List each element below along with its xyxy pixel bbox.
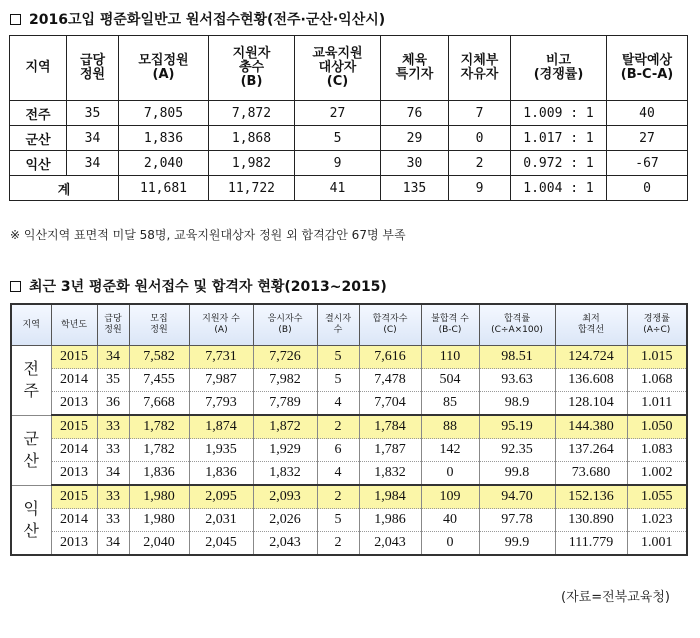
table-cell: 2 bbox=[317, 485, 359, 509]
section2-title bbox=[10, 276, 387, 296]
table-cell: 1.002 bbox=[627, 462, 687, 486]
table-cell: 1,986 bbox=[359, 509, 421, 532]
table-cell: 35 bbox=[67, 101, 119, 126]
table-cell: 34 bbox=[67, 126, 119, 151]
table-cell: 2015 bbox=[51, 415, 97, 439]
column-header: 급당 정원 bbox=[97, 304, 129, 346]
table-cell: 4 bbox=[317, 462, 359, 486]
table-cell: 34 bbox=[97, 532, 129, 556]
table-cell: 7 bbox=[449, 101, 511, 126]
table-cell: 2014 bbox=[51, 509, 97, 532]
table-header-row bbox=[11, 304, 687, 346]
section1-title-text: 2016고입 평준화일반고 원서접수현황(전주·군산·익산시) bbox=[29, 12, 386, 28]
table-cell: 40 bbox=[607, 101, 688, 126]
table-cell: 2015 bbox=[51, 346, 97, 369]
region-cell: 전 주 bbox=[11, 346, 51, 416]
table-cell: 92.35 bbox=[479, 439, 555, 462]
table-cell: 11,722 bbox=[209, 176, 295, 201]
table-cell: 34 bbox=[97, 462, 129, 486]
checkbox-square-icon bbox=[10, 14, 21, 25]
region-cell: 익산 bbox=[10, 151, 67, 176]
table-cell: 73.680 bbox=[555, 462, 627, 486]
table-cell: 2013 bbox=[51, 392, 97, 416]
table-cell: 7,455 bbox=[129, 369, 189, 392]
table-cell: 1,836 bbox=[129, 462, 189, 486]
region-cell: 군산 bbox=[10, 126, 67, 151]
table-cell: 94.70 bbox=[479, 485, 555, 509]
table-cell: 0 bbox=[421, 532, 479, 556]
table-cell: 33 bbox=[97, 509, 129, 532]
column-header: 응시자수 (B) bbox=[253, 304, 317, 346]
table-cell: 0.972 : 1 bbox=[511, 151, 607, 176]
table-cell: 1.004 : 1 bbox=[511, 176, 607, 201]
table-cell: 1.023 bbox=[627, 509, 687, 532]
table-cell: 11,681 bbox=[119, 176, 209, 201]
table-cell: 7,793 bbox=[189, 392, 253, 416]
table-cell: 41 bbox=[295, 176, 381, 201]
column-header: 지역 bbox=[10, 36, 67, 101]
table-cell: 2 bbox=[317, 415, 359, 439]
table-cell: 7,872 bbox=[209, 101, 295, 126]
table-cell: -67 bbox=[607, 151, 688, 176]
table-cell: 7,805 bbox=[119, 101, 209, 126]
table-cell: 0 bbox=[449, 126, 511, 151]
table-cell: 2013 bbox=[51, 462, 97, 486]
table-cell: 1.009 : 1 bbox=[511, 101, 607, 126]
column-header: 지원자 수 (A) bbox=[189, 304, 253, 346]
table-cell: 1,782 bbox=[129, 439, 189, 462]
table-cell: 1.001 bbox=[627, 532, 687, 556]
table-cell: 1,868 bbox=[209, 126, 295, 151]
table-cell: 27 bbox=[607, 126, 688, 151]
table-cell: 33 bbox=[97, 485, 129, 509]
table-cell: 7,726 bbox=[253, 346, 317, 369]
table-cell: 76 bbox=[381, 101, 449, 126]
table-cell: 1,832 bbox=[253, 462, 317, 486]
column-header: 학년도 bbox=[51, 304, 97, 346]
table-cell: 2,031 bbox=[189, 509, 253, 532]
table-cell: 2014 bbox=[51, 369, 97, 392]
column-header: 합격률 (C÷A×100) bbox=[479, 304, 555, 346]
table-cell: 7,616 bbox=[359, 346, 421, 369]
column-header: 교육지원 대상자 (C) bbox=[295, 36, 381, 101]
table-cell: 109 bbox=[421, 485, 479, 509]
table-cell: 9 bbox=[449, 176, 511, 201]
column-header: 모집 정원 bbox=[129, 304, 189, 346]
table-cell: 35 bbox=[97, 369, 129, 392]
table-header-row bbox=[10, 36, 688, 101]
table-cell: 128.104 bbox=[555, 392, 627, 416]
table-cell: 7,789 bbox=[253, 392, 317, 416]
table-cell: 2013 bbox=[51, 532, 97, 556]
section1-title bbox=[10, 9, 385, 29]
table-row bbox=[10, 151, 688, 176]
table-cell: 1,787 bbox=[359, 439, 421, 462]
column-header: 경쟁률 (A÷C) bbox=[627, 304, 687, 346]
table-cell: 88 bbox=[421, 415, 479, 439]
table-cell: 98.9 bbox=[479, 392, 555, 416]
total-label: 계 bbox=[10, 176, 119, 201]
table-cell: 1,935 bbox=[189, 439, 253, 462]
table-cell: 1.083 bbox=[627, 439, 687, 462]
table-cell: 1,832 bbox=[359, 462, 421, 486]
table-cell: 9 bbox=[295, 151, 381, 176]
table-row bbox=[10, 126, 688, 151]
column-header: 모집정원 (A) bbox=[119, 36, 209, 101]
table-cell: 1,784 bbox=[359, 415, 421, 439]
table-cell: 93.63 bbox=[479, 369, 555, 392]
table-cell: 6 bbox=[317, 439, 359, 462]
table-cell: 1,980 bbox=[129, 509, 189, 532]
table-cell: 144.380 bbox=[555, 415, 627, 439]
table-cell: 137.264 bbox=[555, 439, 627, 462]
table-cell: 142 bbox=[421, 439, 479, 462]
table-cell: 5 bbox=[317, 346, 359, 369]
table-cell: 2014 bbox=[51, 439, 97, 462]
section2-title-text: 최근 3년 평준화 원서접수 및 합격자 현황(2013~2015) bbox=[29, 279, 387, 295]
footnote: ※ 익산지역 표면적 미달 58명, 교육지원대상자 정원 외 합격감안 67명 부족 bbox=[10, 228, 406, 242]
source-credit: (자료=전북교육청) bbox=[561, 590, 670, 605]
table-cell: 85 bbox=[421, 392, 479, 416]
table-cell: 33 bbox=[97, 415, 129, 439]
total-row bbox=[10, 176, 688, 201]
table-cell: 136.608 bbox=[555, 369, 627, 392]
table-cell: 5 bbox=[317, 369, 359, 392]
table-row bbox=[11, 462, 687, 486]
table-cell: 2,043 bbox=[359, 532, 421, 556]
table-cell: 7,982 bbox=[253, 369, 317, 392]
table-cell: 1,782 bbox=[129, 415, 189, 439]
table-cell: 4 bbox=[317, 392, 359, 416]
table-cell: 2,043 bbox=[253, 532, 317, 556]
table-cell: 2 bbox=[317, 532, 359, 556]
table-cell: 2015 bbox=[51, 485, 97, 509]
table-cell: 1,836 bbox=[189, 462, 253, 486]
table-cell: 33 bbox=[97, 439, 129, 462]
table-cell: 1,872 bbox=[253, 415, 317, 439]
table-cell: 1.050 bbox=[627, 415, 687, 439]
table-row bbox=[11, 369, 687, 392]
table-cell: 130.890 bbox=[555, 509, 627, 532]
column-header: 체육 특기자 bbox=[381, 36, 449, 101]
application-status-table bbox=[9, 35, 688, 201]
table-cell: 2 bbox=[449, 151, 511, 176]
table-row bbox=[11, 392, 687, 416]
table-cell: 504 bbox=[421, 369, 479, 392]
table-cell: 29 bbox=[381, 126, 449, 151]
table-cell: 98.51 bbox=[479, 346, 555, 369]
table-cell: 1.068 bbox=[627, 369, 687, 392]
table-cell: 1,836 bbox=[119, 126, 209, 151]
column-header: 급당 정원 bbox=[67, 36, 119, 101]
table-cell: 0 bbox=[607, 176, 688, 201]
table-cell: 152.136 bbox=[555, 485, 627, 509]
column-header: 지체부 자유자 bbox=[449, 36, 511, 101]
table-cell: 30 bbox=[381, 151, 449, 176]
table-cell: 7,668 bbox=[129, 392, 189, 416]
table-row bbox=[11, 415, 687, 439]
checkbox-square-icon bbox=[10, 281, 21, 292]
table-cell: 1,874 bbox=[189, 415, 253, 439]
column-header: 탈락예상 (B-C-A) bbox=[607, 36, 688, 101]
table-cell: 135 bbox=[381, 176, 449, 201]
table-cell: 40 bbox=[421, 509, 479, 532]
table-cell: 36 bbox=[97, 392, 129, 416]
table-cell: 7,478 bbox=[359, 369, 421, 392]
table-cell: 2,045 bbox=[189, 532, 253, 556]
table-cell: 1,982 bbox=[209, 151, 295, 176]
table-cell: 7,704 bbox=[359, 392, 421, 416]
table-cell: 1,980 bbox=[129, 485, 189, 509]
column-header: 지원자 총수 (B) bbox=[209, 36, 295, 101]
table-cell: 5 bbox=[295, 126, 381, 151]
table-cell: 124.724 bbox=[555, 346, 627, 369]
column-header: 비고 (경쟁률) bbox=[511, 36, 607, 101]
table-cell: 97.78 bbox=[479, 509, 555, 532]
table-cell: 34 bbox=[67, 151, 119, 176]
table-cell: 1.017 : 1 bbox=[511, 126, 607, 151]
table-cell: 1.015 bbox=[627, 346, 687, 369]
table-row bbox=[11, 346, 687, 369]
column-header: 불합격 수 (B-C) bbox=[421, 304, 479, 346]
column-header: 최저 합격선 bbox=[555, 304, 627, 346]
table-cell: 7,582 bbox=[129, 346, 189, 369]
table-cell: 2,095 bbox=[189, 485, 253, 509]
table-row bbox=[11, 532, 687, 556]
table-cell: 2,040 bbox=[129, 532, 189, 556]
table-cell: 7,987 bbox=[189, 369, 253, 392]
table-cell: 1,929 bbox=[253, 439, 317, 462]
table-cell: 5 bbox=[317, 509, 359, 532]
table-cell: 7,731 bbox=[189, 346, 253, 369]
table-row bbox=[11, 485, 687, 509]
table-cell: 99.9 bbox=[479, 532, 555, 556]
table-cell: 1.055 bbox=[627, 485, 687, 509]
region-cell: 전주 bbox=[10, 101, 67, 126]
table-cell: 110 bbox=[421, 346, 479, 369]
three-year-results-table bbox=[10, 303, 688, 556]
table-row bbox=[11, 439, 687, 462]
region-cell: 익 산 bbox=[11, 485, 51, 555]
table-cell: 27 bbox=[295, 101, 381, 126]
table-cell: 99.8 bbox=[479, 462, 555, 486]
table-cell: 1,984 bbox=[359, 485, 421, 509]
column-header: 지역 bbox=[11, 304, 51, 346]
column-header: 결시자 수 bbox=[317, 304, 359, 346]
column-header: 합격자수 (C) bbox=[359, 304, 421, 346]
table-cell: 0 bbox=[421, 462, 479, 486]
table-row bbox=[11, 509, 687, 532]
table-cell: 2,026 bbox=[253, 509, 317, 532]
table-cell: 111.779 bbox=[555, 532, 627, 556]
table-row bbox=[10, 101, 688, 126]
table-cell: 1.011 bbox=[627, 392, 687, 416]
table-cell: 2,040 bbox=[119, 151, 209, 176]
region-cell: 군 산 bbox=[11, 415, 51, 485]
table-cell: 95.19 bbox=[479, 415, 555, 439]
table-cell: 2,093 bbox=[253, 485, 317, 509]
table-cell: 34 bbox=[97, 346, 129, 369]
